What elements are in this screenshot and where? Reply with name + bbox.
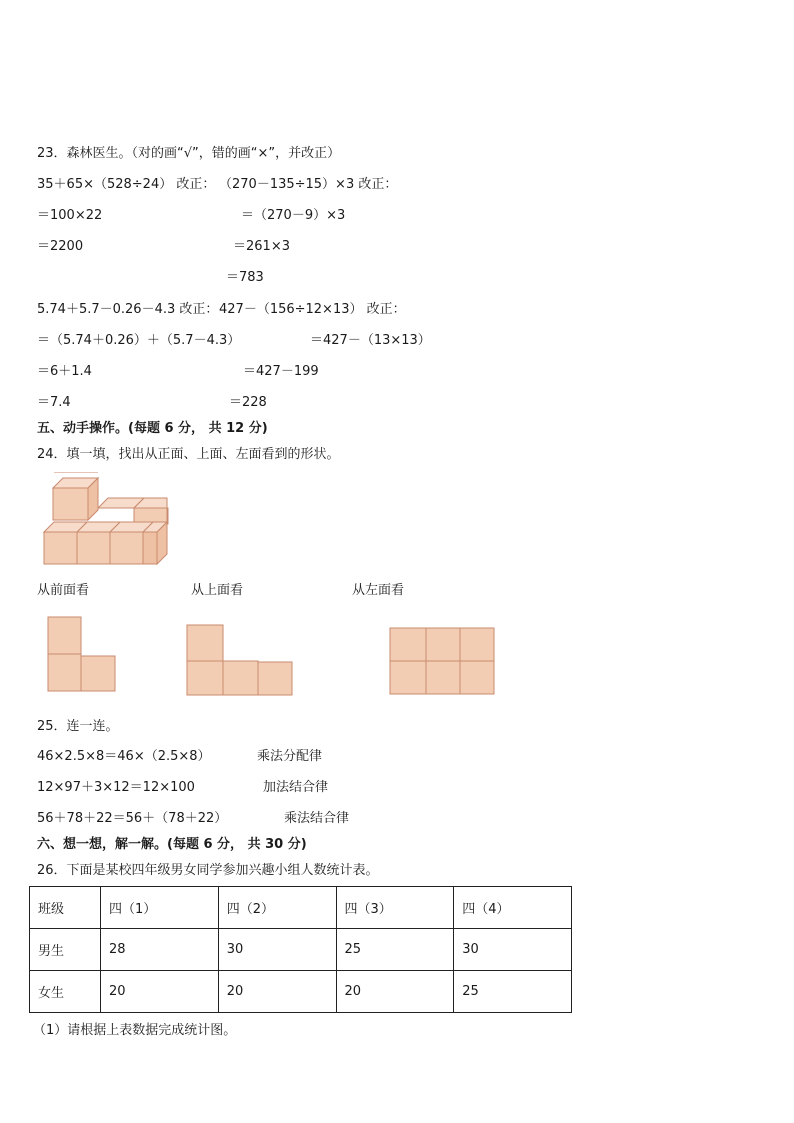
- q23-right2-step2: ＝427－199: [243, 364, 319, 379]
- table-cell: 20: [218, 971, 336, 1013]
- view-label-left: 从左面看: [352, 583, 405, 598]
- table-cell: 28: [101, 929, 219, 971]
- top-view-shape: [185, 622, 295, 698]
- q25-expr-3: 56＋78＋22＝56＋（78＋22）: [37, 811, 228, 826]
- table-row: [30, 971, 572, 1013]
- left-view-shape: [388, 625, 498, 697]
- q23-left2-expr: 5.74＋5.7－0.26－4.3 改正：: [37, 302, 219, 317]
- q23-left2-step3: ＝7.4: [37, 395, 71, 410]
- q25-title: 25．连一连。: [37, 719, 119, 734]
- interest-group-table: [29, 886, 572, 1013]
- table-cell: 25: [454, 971, 572, 1013]
- table-header-row: [30, 887, 572, 929]
- q26-title: 26．下面是某校四年级男女同学参加兴趣小组人数统计表。: [37, 863, 379, 878]
- view-label-top: 从上面看: [191, 583, 244, 598]
- table-cell: 25: [336, 929, 454, 971]
- table-cell: 四（1）: [101, 887, 219, 929]
- q23-left2-step2: ＝6＋1.4: [37, 364, 92, 379]
- q23-right1-step2: ＝261×3: [233, 239, 290, 254]
- q23-right1-step1: ＝（270－9）×3: [241, 208, 346, 223]
- q25-law-1: 乘法分配律: [257, 749, 323, 764]
- table-cell: 男生: [30, 929, 101, 971]
- table-cell: 四（2）: [218, 887, 336, 929]
- q23-right2-step3: ＝228: [229, 395, 267, 410]
- cube-arrangement-figure: [40, 472, 174, 572]
- q25-law-2: 加法结合律: [263, 780, 329, 795]
- table-cell: 四（3）: [336, 887, 454, 929]
- q25-expr-2: 12×97＋3×12＝12×100: [37, 780, 195, 795]
- q23-left1-step1: ＝100×22: [37, 208, 103, 223]
- q23-right1-step3: ＝783: [226, 270, 264, 285]
- table-cell: 四（4）: [454, 887, 572, 929]
- front-view-shape: [44, 614, 118, 694]
- q23-title: 23．森林医生。（对的画“√”，错的画“×”，并改正）: [37, 146, 341, 161]
- q25-expr-1: 46×2.5×8＝46×（2.5×8）: [37, 749, 211, 764]
- q25-law-3: 乘法结合律: [284, 811, 350, 826]
- table-cell: 30: [218, 929, 336, 971]
- table-cell: 30: [454, 929, 572, 971]
- table-cell: 20: [101, 971, 219, 1013]
- q23-right1-expr: （270－135÷15）×3 改正：: [219, 177, 398, 192]
- table-cell: 20: [336, 971, 454, 1013]
- q23-left1-step2: ＝2200: [37, 239, 84, 254]
- q26-sub1: （1）请根据上表数据完成统计图。: [33, 1023, 237, 1038]
- q23-left1-expr: 35＋65×（528÷24） 改正：: [37, 177, 216, 192]
- table-cell: 女生: [30, 971, 101, 1013]
- q23-left2-step1: ＝（5.74＋0.26）＋（5.7－4.3）: [37, 333, 241, 348]
- table-row: [30, 929, 572, 971]
- section5-title: 五、动手操作。(每题 6 分， 共 12 分): [37, 421, 268, 436]
- q23-right2-expr: 427－（156÷12×13） 改正：: [219, 302, 406, 317]
- q24-title: 24．填一填，找出从正面、上面、左面看到的形状。: [37, 447, 340, 462]
- q23-right2-step1: ＝427－（13×13）: [310, 333, 431, 348]
- view-label-front: 从前面看: [37, 583, 90, 598]
- section6-title: 六、想一想，解一解。(每题 6 分， 共 30 分): [37, 837, 307, 852]
- table-cell: 班级: [30, 887, 101, 929]
